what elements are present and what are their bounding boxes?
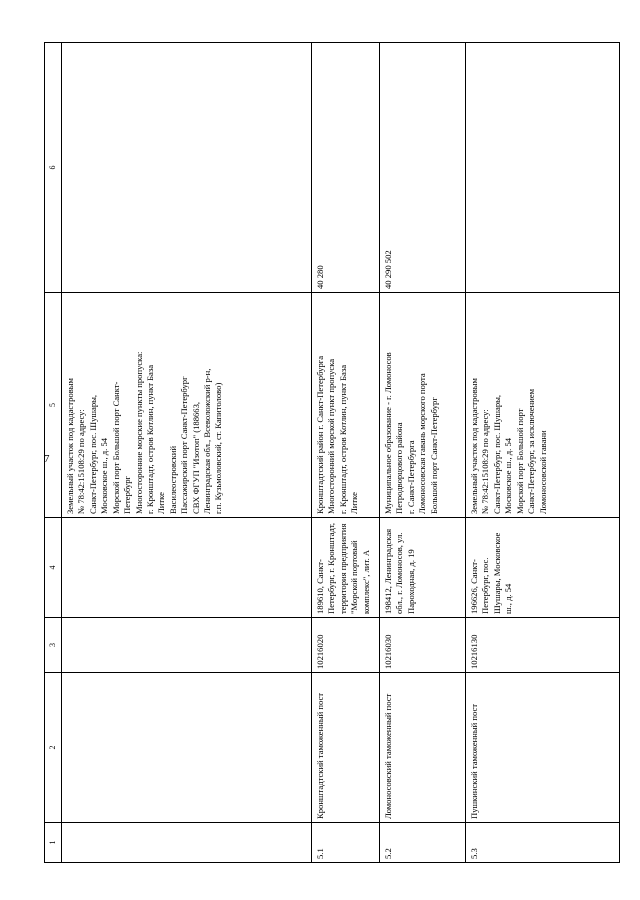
column-number: 1 xyxy=(45,823,62,863)
activity-zone xyxy=(466,293,620,518)
zone-line: Муниципальное образование - г. Ломоносов xyxy=(383,352,393,514)
column-number: 5 xyxy=(45,293,62,518)
table-row xyxy=(380,43,466,863)
zone-line: г. Кронштадт, остров Котлин, пункт База xyxy=(144,364,155,514)
zone-line: Морской порт Большой порт xyxy=(514,408,525,514)
zone-line: Московское ш., д. 54 xyxy=(503,437,514,514)
row-number xyxy=(62,823,312,863)
zone-line: Санкт-Петербург, пос. Шушары, xyxy=(491,394,502,514)
activity-zone xyxy=(380,293,466,518)
column-number: 2 xyxy=(45,673,62,823)
zone-line: Петродворцового района xyxy=(394,422,405,514)
table-row xyxy=(62,43,312,863)
zone-line: Кронштадтский район г. Санкт-Петербурга xyxy=(315,355,325,514)
post-code: 10216030 xyxy=(380,618,466,673)
zone-line: г.п. Кузьмоловский, ст. Капитолово) xyxy=(213,382,224,514)
zone-line: Многосторонний морской пункт пропуска xyxy=(326,358,337,514)
zone-line: г. Кронштадт, остров Котлин, пункт База xyxy=(337,364,348,514)
zone-line: № 78:42:15108:29 по адресу: xyxy=(76,409,87,514)
zone-line: г. Санкт-Петербурга xyxy=(405,440,416,514)
column-number-row xyxy=(45,43,62,863)
zone-line: Московское ш., д. 54 xyxy=(99,437,110,514)
zone-line: Земельный участок под кадастровым xyxy=(469,378,479,514)
okato-code: 40 290 502 xyxy=(380,43,466,293)
zone-line: Ломоносовская гавань морского порта xyxy=(417,373,428,514)
zone-line: Литке xyxy=(156,492,167,514)
row-number: 5.3 xyxy=(466,823,620,863)
table-row xyxy=(312,43,380,863)
zone-line: Многосторонние морские пункты пропуска: xyxy=(133,351,144,514)
okato-code: 40 280 xyxy=(312,43,380,293)
zone-line: № 78:42:15108:29 по адресу: xyxy=(480,409,491,514)
zone-line: Ленинградская обл., Всеволожский р-н, xyxy=(202,368,213,514)
zone-line: Морской порт Большой порт Санкт- xyxy=(110,381,121,514)
zone-line: Пассажирский порт Санкт-Петербург xyxy=(179,376,190,514)
post-name: Пушкинский таможенный пост xyxy=(466,673,620,823)
post-address xyxy=(62,518,312,618)
zone-line: Земельный участок под кадастровым xyxy=(65,378,75,514)
post-address: 189610, Санкт-Петербург, г. Кронштадт, территория предприятия "Морской портовый комплекс", лит. А xyxy=(312,518,380,618)
table-row xyxy=(466,43,620,863)
zone-line: Ломоносовской гавани xyxy=(537,430,548,514)
row-number: 5.1 xyxy=(312,823,380,863)
zone-line: Большой порт Санкт-Петербург xyxy=(428,397,439,514)
zone-line: Литке xyxy=(349,492,360,514)
page-number: 7 xyxy=(44,453,50,465)
document-table-frame xyxy=(44,43,616,863)
post-address: 198412, Ленинградская обл., г. Ломоносов, ул. Пароходная, д. 19 xyxy=(380,518,466,618)
post-name: Ломоносовский таможенный пост xyxy=(380,673,466,823)
post-code: 10216130 xyxy=(466,618,620,673)
column-number: 6 xyxy=(45,43,62,293)
okato-code xyxy=(466,43,620,293)
zone-line: Василеостровский xyxy=(167,445,178,514)
zone-line: СВХ ФГУП "Изотоп" (188663, xyxy=(190,401,201,514)
customs-posts-table xyxy=(44,42,620,863)
zone-line: Санкт-Петербург, пос. Шушары, xyxy=(87,394,98,514)
post-name: Кронштадтский таможенный пост xyxy=(312,673,380,823)
column-number: 4 xyxy=(45,518,62,618)
zone-line: Петербург xyxy=(122,475,133,514)
post-name xyxy=(62,673,312,823)
okato-code xyxy=(62,43,312,293)
row-number: 5.2 xyxy=(380,823,466,863)
post-code: 10216020 xyxy=(312,618,380,673)
post-address: 196626, Санкт-Петербург, пос. Шушары, Московское ш., д. 54 xyxy=(466,518,620,618)
activity-zone xyxy=(312,293,380,518)
post-code xyxy=(62,618,312,673)
column-number: 3 xyxy=(45,618,62,673)
activity-zone xyxy=(62,293,312,518)
zone-line: Санкт-Петербург, за исключением xyxy=(526,388,537,514)
